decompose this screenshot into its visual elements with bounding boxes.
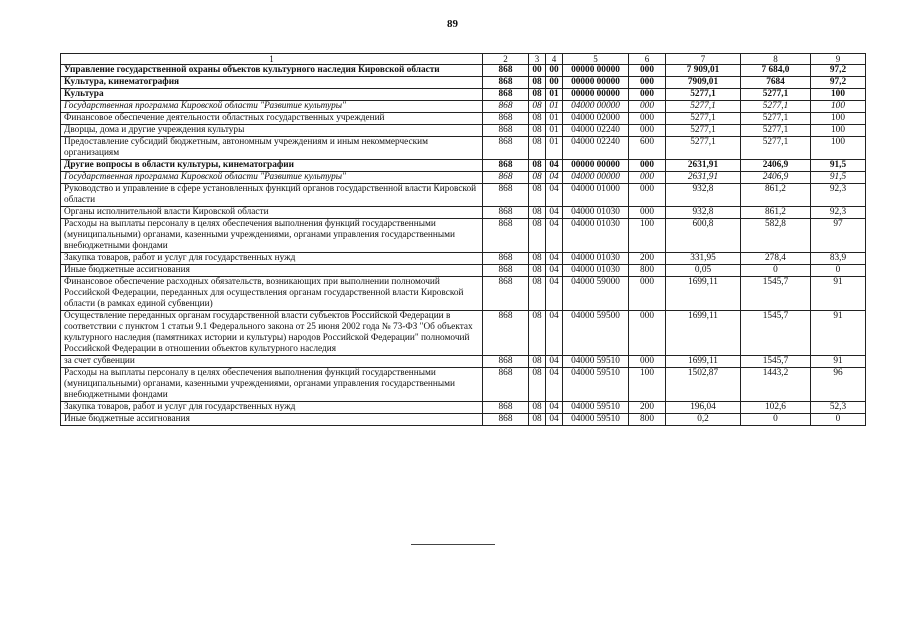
ministry-code-cell: 868 xyxy=(483,65,529,77)
expense-type-cell: 000 xyxy=(629,207,666,219)
row-name-cell: Иные бюджетные ассигнования xyxy=(61,414,483,426)
planned-amount-cell: 7 909,01 xyxy=(666,65,741,77)
row-name-cell: Культура xyxy=(61,89,483,101)
execution-percent-cell: 96 xyxy=(811,368,866,402)
subsection-code-cell: 04 xyxy=(546,311,563,356)
planned-amount-cell: 5277,1 xyxy=(666,89,741,101)
row-name-cell: Закупка товаров, работ и услуг для государственных нужд xyxy=(61,253,483,265)
target-article-cell: 04000 59500 xyxy=(563,311,629,356)
subsection-code-cell: 04 xyxy=(546,368,563,402)
target-article-cell: 04000 59510 xyxy=(563,368,629,402)
table-row xyxy=(61,160,866,172)
ministry-code-cell: 868 xyxy=(483,402,529,414)
column-header: 9 xyxy=(811,54,866,65)
section-code-cell: 08 xyxy=(529,77,546,89)
subsection-code-cell: 04 xyxy=(546,414,563,426)
table-row xyxy=(61,265,866,277)
executed-amount-cell: 102,6 xyxy=(741,402,811,414)
executed-amount-cell: 2406,9 xyxy=(741,172,811,184)
expense-type-cell: 800 xyxy=(629,414,666,426)
table-row xyxy=(61,89,866,101)
target-article-cell: 04000 02240 xyxy=(563,125,629,137)
table-row xyxy=(61,368,866,402)
expense-type-cell: 000 xyxy=(629,184,666,207)
executed-amount-cell: 1545,7 xyxy=(741,356,811,368)
ministry-code-cell: 868 xyxy=(483,137,529,160)
subsection-code-cell: 04 xyxy=(546,253,563,265)
subsection-code-cell: 04 xyxy=(546,402,563,414)
subsection-code-cell: 04 xyxy=(546,160,563,172)
execution-percent-cell: 0 xyxy=(811,265,866,277)
ministry-code-cell: 868 xyxy=(483,207,529,219)
planned-amount-cell: 1699,11 xyxy=(666,277,741,311)
expense-type-cell: 800 xyxy=(629,265,666,277)
section-code-cell: 08 xyxy=(529,89,546,101)
table-row xyxy=(61,184,866,207)
subsection-code-cell: 04 xyxy=(546,356,563,368)
column-header: 8 xyxy=(741,54,811,65)
expense-type-cell: 000 xyxy=(629,125,666,137)
ministry-code-cell: 868 xyxy=(483,356,529,368)
subsection-code-cell: 01 xyxy=(546,89,563,101)
column-header: 5 xyxy=(563,54,629,65)
executed-amount-cell: 5277,1 xyxy=(741,89,811,101)
section-code-cell: 08 xyxy=(529,311,546,356)
ministry-code-cell: 868 xyxy=(483,113,529,125)
row-name-cell: Руководство и управление в сфере установленных функций органов государственной власти Кировской области xyxy=(61,184,483,207)
target-article-cell: 00000 00000 xyxy=(563,89,629,101)
execution-percent-cell: 97,2 xyxy=(811,77,866,89)
execution-percent-cell: 91,5 xyxy=(811,172,866,184)
target-article-cell: 04000 01000 xyxy=(563,184,629,207)
execution-percent-cell: 52,3 xyxy=(811,402,866,414)
section-code-cell: 08 xyxy=(529,356,546,368)
row-name-cell: за счет субвенции xyxy=(61,356,483,368)
executed-amount-cell: 5277,1 xyxy=(741,137,811,160)
expense-type-cell: 000 xyxy=(629,65,666,77)
execution-percent-cell: 100 xyxy=(811,125,866,137)
subsection-code-cell: 04 xyxy=(546,219,563,253)
planned-amount-cell: 2631,91 xyxy=(666,172,741,184)
execution-percent-cell: 91,5 xyxy=(811,160,866,172)
planned-amount-cell: 1699,11 xyxy=(666,356,741,368)
ministry-code-cell: 868 xyxy=(483,311,529,356)
executed-amount-cell: 1545,7 xyxy=(741,277,811,311)
table-row xyxy=(61,77,866,89)
executed-amount-cell: 0 xyxy=(741,414,811,426)
executed-amount-cell: 861,2 xyxy=(741,184,811,207)
planned-amount-cell: 932,8 xyxy=(666,184,741,207)
executed-amount-cell: 1545,7 xyxy=(741,311,811,356)
table-row xyxy=(61,253,866,265)
target-article-cell: 04000 00000 xyxy=(563,101,629,113)
header-row xyxy=(61,54,866,65)
planned-amount-cell: 5277,1 xyxy=(666,113,741,125)
table-row xyxy=(61,101,866,113)
row-name-cell: Финансовое обеспечение деятельности областных государственных учреждений xyxy=(61,113,483,125)
planned-amount-cell: 1502,87 xyxy=(666,368,741,402)
table-body xyxy=(61,65,866,426)
subsection-code-cell: 04 xyxy=(546,172,563,184)
section-code-cell: 08 xyxy=(529,207,546,219)
column-header: 4 xyxy=(546,54,563,65)
row-name-cell: Дворцы, дома и другие учреждения культуры xyxy=(61,125,483,137)
planned-amount-cell: 0,05 xyxy=(666,265,741,277)
execution-percent-cell: 91 xyxy=(811,356,866,368)
expense-type-cell: 600 xyxy=(629,137,666,160)
ministry-code-cell: 868 xyxy=(483,265,529,277)
subsection-code-cell: 04 xyxy=(546,265,563,277)
planned-amount-cell: 5277,1 xyxy=(666,101,741,113)
ministry-code-cell: 868 xyxy=(483,277,529,311)
section-code-cell: 08 xyxy=(529,160,546,172)
subsection-code-cell: 01 xyxy=(546,137,563,160)
subsection-code-cell: 04 xyxy=(546,277,563,311)
row-name-cell: Государственная программа Кировской области "Развитие культуры" xyxy=(61,101,483,113)
budget-table xyxy=(60,53,866,426)
planned-amount-cell: 600,8 xyxy=(666,219,741,253)
column-header: 2 xyxy=(483,54,529,65)
section-code-cell: 08 xyxy=(529,113,546,125)
section-code-cell: 08 xyxy=(529,101,546,113)
expense-type-cell: 000 xyxy=(629,77,666,89)
section-code-cell: 08 xyxy=(529,184,546,207)
executed-amount-cell: 582,8 xyxy=(741,219,811,253)
section-code-cell: 08 xyxy=(529,253,546,265)
section-code-cell: 00 xyxy=(529,65,546,77)
page-number: 89 xyxy=(447,18,458,30)
row-name-cell: Предоставление субсидий бюджетным, автономным учреждениям и иным некоммерческим организациям xyxy=(61,137,483,160)
subsection-code-cell: 00 xyxy=(546,65,563,77)
target-article-cell: 04000 01030 xyxy=(563,265,629,277)
execution-percent-cell: 83,9 xyxy=(811,253,866,265)
target-article-cell: 04000 01030 xyxy=(563,207,629,219)
expense-type-cell: 000 xyxy=(629,89,666,101)
table-row xyxy=(61,414,866,426)
ministry-code-cell: 868 xyxy=(483,125,529,137)
planned-amount-cell: 196,04 xyxy=(666,402,741,414)
row-name-cell: Другие вопросы в области культуры, кинематографии xyxy=(61,160,483,172)
planned-amount-cell: 5277,1 xyxy=(666,137,741,160)
execution-percent-cell: 91 xyxy=(811,277,866,311)
execution-percent-cell: 97 xyxy=(811,219,866,253)
target-article-cell: 04000 01030 xyxy=(563,219,629,253)
target-article-cell: 04000 02240 xyxy=(563,137,629,160)
ministry-code-cell: 868 xyxy=(483,160,529,172)
table-row xyxy=(61,65,866,77)
execution-percent-cell: 91 xyxy=(811,311,866,356)
row-name-cell: Культура, кинематография xyxy=(61,77,483,89)
execution-percent-cell: 100 xyxy=(811,113,866,125)
section-code-cell: 08 xyxy=(529,172,546,184)
subsection-code-cell: 01 xyxy=(546,101,563,113)
expense-type-cell: 000 xyxy=(629,311,666,356)
execution-percent-cell: 92,3 xyxy=(811,184,866,207)
row-name-cell: Закупка товаров, работ и услуг для государственных нужд xyxy=(61,402,483,414)
planned-amount-cell: 7909,01 xyxy=(666,77,741,89)
section-code-cell: 08 xyxy=(529,277,546,311)
ministry-code-cell: 868 xyxy=(483,219,529,253)
expense-type-cell: 000 xyxy=(629,113,666,125)
subsection-code-cell: 00 xyxy=(546,77,563,89)
ministry-code-cell: 868 xyxy=(483,101,529,113)
ministry-code-cell: 868 xyxy=(483,253,529,265)
row-name-cell: Осуществление переданных органам государственной власти субъектов Российской Федерации в соответствии с пунктом 1 статьи 9.1 Федерального закона от 25 июня 2002 года № 73-ФЗ "Об объектах культурного наследия (памятниках истории и культуры) народов Российской Федерации" полномочий Российской Федерации в отношении объектов культурного наследия xyxy=(61,311,483,356)
target-article-cell: 00000 00000 xyxy=(563,160,629,172)
executed-amount-cell: 0 xyxy=(741,265,811,277)
section-code-cell: 08 xyxy=(529,137,546,160)
expense-type-cell: 000 xyxy=(629,356,666,368)
table-row xyxy=(61,311,866,356)
subsection-code-cell: 01 xyxy=(546,113,563,125)
table-row xyxy=(61,402,866,414)
executed-amount-cell: 5277,1 xyxy=(741,125,811,137)
table-row xyxy=(61,219,866,253)
section-code-cell: 08 xyxy=(529,368,546,402)
column-header: 3 xyxy=(529,54,546,65)
target-article-cell: 04000 59510 xyxy=(563,402,629,414)
executed-amount-cell: 278,4 xyxy=(741,253,811,265)
executed-amount-cell: 2406,9 xyxy=(741,160,811,172)
ministry-code-cell: 868 xyxy=(483,77,529,89)
execution-percent-cell: 97,2 xyxy=(811,65,866,77)
execution-percent-cell: 0 xyxy=(811,414,866,426)
expense-type-cell: 200 xyxy=(629,253,666,265)
row-name-cell: Финансовое обеспечение расходных обязательств, возникающих при выполнении полномочий Российской Федерации, переданных для осуществления органам государственной власти Кировской области (в рамках единой субвенции) xyxy=(61,277,483,311)
row-name-cell: Государственная программа Кировской области "Развитие культуры" xyxy=(61,172,483,184)
section-code-cell: 08 xyxy=(529,414,546,426)
executed-amount-cell: 1443,2 xyxy=(741,368,811,402)
executed-amount-cell: 5277,1 xyxy=(741,113,811,125)
section-code-cell: 08 xyxy=(529,402,546,414)
row-name-cell: Органы исполнительной власти Кировской области xyxy=(61,207,483,219)
executed-amount-cell: 7684 xyxy=(741,77,811,89)
execution-percent-cell: 100 xyxy=(811,101,866,113)
executed-amount-cell: 5277,1 xyxy=(741,101,811,113)
target-article-cell: 04000 02000 xyxy=(563,113,629,125)
row-name-cell: Расходы на выплаты персоналу в целях обеспечения выполнения функций государственными (муниципальными) органами, казенными учреждениями, органами управления государственными внебюджетными фондами xyxy=(61,368,483,402)
planned-amount-cell: 331,95 xyxy=(666,253,741,265)
expense-type-cell: 000 xyxy=(629,277,666,311)
subsection-code-cell: 01 xyxy=(546,125,563,137)
expense-type-cell: 000 xyxy=(629,172,666,184)
target-article-cell: 04000 00000 xyxy=(563,172,629,184)
ministry-code-cell: 868 xyxy=(483,184,529,207)
bottom-divider xyxy=(411,544,495,545)
planned-amount-cell: 932,8 xyxy=(666,207,741,219)
target-article-cell: 04000 59510 xyxy=(563,356,629,368)
executed-amount-cell: 861,2 xyxy=(741,207,811,219)
executed-amount-cell: 7 684,0 xyxy=(741,65,811,77)
row-name-cell: Иные бюджетные ассигнования xyxy=(61,265,483,277)
execution-percent-cell: 100 xyxy=(811,137,866,160)
row-name-cell: Управление государственной охраны объектов культурного наследия Кировской области xyxy=(61,65,483,77)
planned-amount-cell: 2631,91 xyxy=(666,160,741,172)
table-row xyxy=(61,356,866,368)
expense-type-cell: 200 xyxy=(629,402,666,414)
planned-amount-cell: 0,2 xyxy=(666,414,741,426)
expense-type-cell: 000 xyxy=(629,160,666,172)
subsection-code-cell: 04 xyxy=(546,184,563,207)
table-row xyxy=(61,137,866,160)
ministry-code-cell: 868 xyxy=(483,414,529,426)
expense-type-cell: 100 xyxy=(629,219,666,253)
execution-percent-cell: 92,3 xyxy=(811,207,866,219)
table-row xyxy=(61,125,866,137)
ministry-code-cell: 868 xyxy=(483,172,529,184)
target-article-cell: 04000 59510 xyxy=(563,414,629,426)
column-header: 1 xyxy=(61,54,483,65)
target-article-cell: 04000 01030 xyxy=(563,253,629,265)
target-article-cell: 00000 00000 xyxy=(563,65,629,77)
subsection-code-cell: 04 xyxy=(546,207,563,219)
column-header: 6 xyxy=(629,54,666,65)
table-row xyxy=(61,113,866,125)
execution-percent-cell: 100 xyxy=(811,89,866,101)
target-article-cell: 00000 00000 xyxy=(563,77,629,89)
ministry-code-cell: 868 xyxy=(483,89,529,101)
section-code-cell: 08 xyxy=(529,265,546,277)
row-name-cell: Расходы на выплаты персоналу в целях обеспечения выполнения функций государственными (муниципальными) органами, казенными учреждениями, органами управления государственными внебюджетными фондами xyxy=(61,219,483,253)
table-row xyxy=(61,207,866,219)
column-header: 7 xyxy=(666,54,741,65)
target-article-cell: 04000 59000 xyxy=(563,277,629,311)
planned-amount-cell: 5277,1 xyxy=(666,125,741,137)
table-row xyxy=(61,277,866,311)
ministry-code-cell: 868 xyxy=(483,368,529,402)
planned-amount-cell: 1699,11 xyxy=(666,311,741,356)
expense-type-cell: 100 xyxy=(629,368,666,402)
expense-type-cell: 000 xyxy=(629,101,666,113)
table-row xyxy=(61,172,866,184)
section-code-cell: 08 xyxy=(529,219,546,253)
section-code-cell: 08 xyxy=(529,125,546,137)
